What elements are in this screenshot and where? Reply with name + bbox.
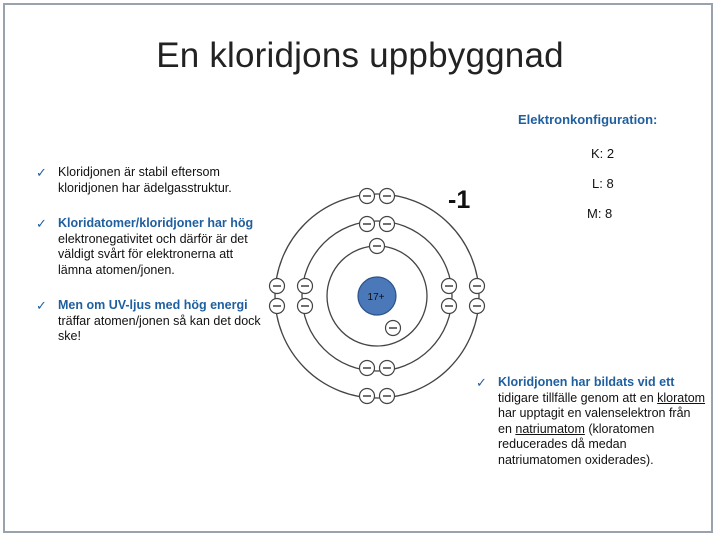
config-l-shell: L: 8 xyxy=(592,176,614,191)
bullet-rest: elektronegativitet och därför är det väldigt svårt för elektronerna att lämna atomen/jonen. xyxy=(58,231,248,277)
config-heading: Elektronkonfiguration: xyxy=(518,112,658,127)
check-icon: ✓ xyxy=(36,298,47,313)
bullet-lead: Kloridjonen har bildats vid ett xyxy=(498,375,675,389)
bullet-lead: Kloridatomer/kloridjoner har hög xyxy=(58,216,254,230)
bullet-part: tidigare tillfälle genom att en xyxy=(498,390,658,405)
underlined-term: kloratom xyxy=(657,390,706,405)
underlined-term: natriumatom xyxy=(515,421,585,436)
bullet-lead: Kloridjonen är stabil eftersom kloridjonen har ädelgasstruktur. xyxy=(58,165,232,195)
config-k-shell: K: 2 xyxy=(591,146,615,161)
ion-charge: -1 xyxy=(448,186,471,214)
bullet-lead: Men om UV-ljus med hög energi xyxy=(58,298,248,312)
config-m-shell: M: 8 xyxy=(587,206,613,221)
check-icon: ✓ xyxy=(36,216,47,231)
check-icon: ✓ xyxy=(36,165,47,180)
check-icon: ✓ xyxy=(476,375,487,390)
nucleus-label: 17+ xyxy=(367,292,385,303)
slide-title: En kloridjons uppbyggnad xyxy=(156,36,564,75)
bullet-rest: träffar atomen/jonen så kan det dock ske! xyxy=(58,313,261,343)
bullet-part: (kloratomen reducerades då medan natriumatomen oxiderades). xyxy=(498,421,655,467)
bullet-part: har upptagit en valenselektron från en xyxy=(498,406,691,436)
